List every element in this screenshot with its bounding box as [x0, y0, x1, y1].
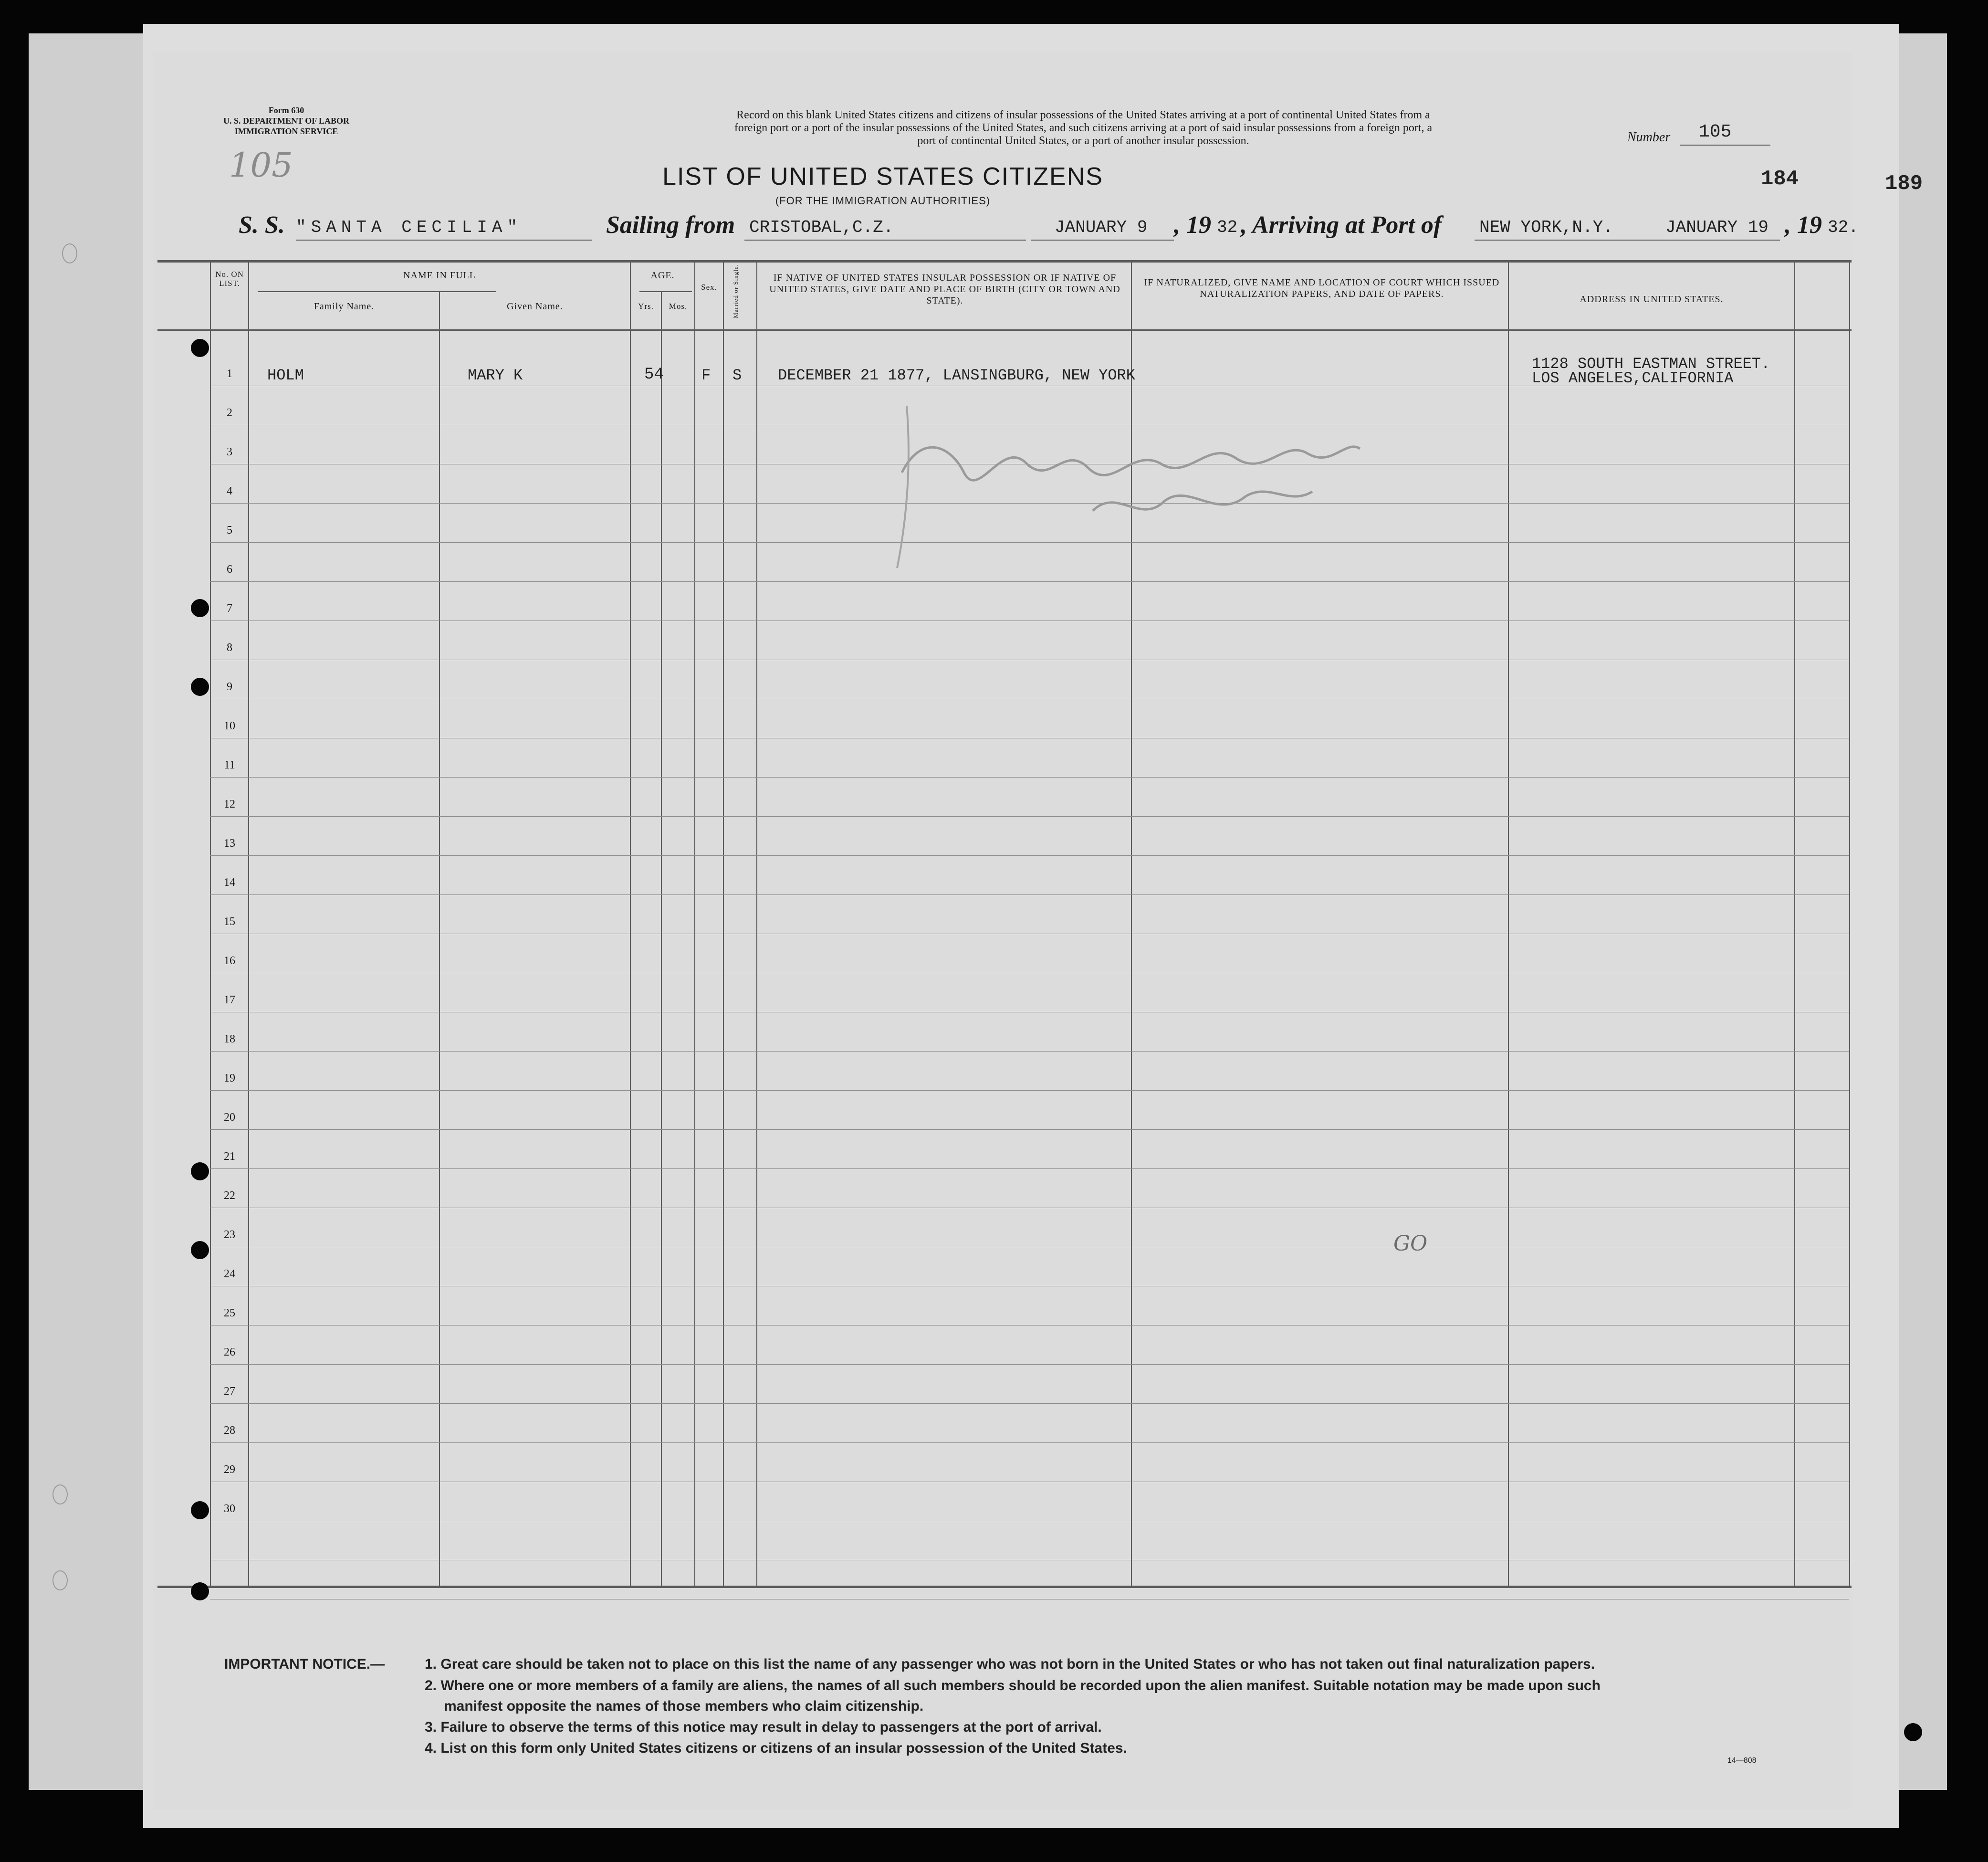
row-line	[210, 1168, 1849, 1169]
departure-underline	[744, 240, 1026, 241]
header-family: Family Name.	[314, 301, 375, 312]
year-suffix: 32.	[1828, 218, 1859, 237]
notice-item-3: 3. Failure to observe the terms of this notice may result in delay to passengers at the port of arrival.	[425, 1719, 1102, 1735]
marital-status: S	[732, 367, 742, 384]
col-line	[1794, 263, 1795, 1587]
form-code: 14—808	[1727, 1757, 1757, 1765]
row-number: 11	[224, 759, 235, 771]
header-married: Married or Single.	[732, 264, 739, 318]
sailing-label: Sailing from	[606, 211, 735, 239]
arrival-date: JANUARY 19	[1665, 218, 1769, 237]
age-group-divider	[639, 291, 692, 292]
header-naturalized: IF NATURALIZED, GIVE NAME AND LOCATION OF COURT WHICH ISSUED NATURALIZATION PAPERS, AND DATE OF PAPERS.	[1144, 277, 1500, 299]
arriving-label: , Arriving at Port of	[1241, 211, 1442, 239]
address-line-1: 1128 SOUTH EASTMAN STREET.	[1532, 355, 1770, 373]
ss-label: S. S.	[239, 211, 285, 239]
page-stamp: 184	[1761, 167, 1799, 191]
row-number: 6	[227, 563, 232, 576]
number-value: 105	[1699, 122, 1732, 142]
row-number: 21	[224, 1150, 235, 1163]
row-number: 20	[224, 1111, 235, 1124]
row-number: 27	[224, 1385, 235, 1398]
notice-item-2: 2. Where one or more members of a family are aliens, the names of all such members should be recorded upon the alien manifest. Suitable notation may be made upon such	[425, 1678, 1601, 1694]
header-sex: Sex.	[701, 283, 717, 292]
row-number: 22	[224, 1189, 235, 1202]
binding-hole	[1904, 1723, 1922, 1741]
binding-hole	[191, 339, 209, 357]
binding-hole	[191, 678, 209, 696]
notice-heading: IMPORTANT NOTICE.—	[224, 1656, 385, 1672]
instruction-line: Record on this blank United States citizens and citizens of insular possessions of the United States arriving at a port of continental United States from a	[736, 109, 1430, 121]
col-line	[630, 263, 631, 1587]
ship-name: "SANTA CECILIA"	[296, 218, 523, 237]
row-line	[210, 777, 1849, 778]
row-number: 8	[227, 642, 232, 654]
departure-date: JANUARY 9	[1055, 218, 1148, 237]
page-subtitle: (FOR THE IMMIGRATION AUTHORITIES)	[775, 195, 991, 207]
col-line	[723, 263, 724, 1587]
voyage-line	[239, 211, 1859, 249]
row-number: 9	[227, 681, 232, 693]
row-line	[210, 1403, 1849, 1404]
arrival-port: NEW YORK,N.Y.	[1479, 218, 1613, 237]
number-underline	[1680, 145, 1770, 146]
sex-value: F	[701, 367, 711, 384]
col-line	[439, 291, 440, 1587]
header-mos: Mos.	[669, 302, 688, 311]
row-number: 30	[224, 1503, 235, 1515]
col-line	[1849, 263, 1850, 1587]
header-given: Given Name.	[507, 301, 563, 312]
col-line	[694, 263, 695, 1587]
row-number: 24	[224, 1268, 235, 1280]
header-yrs: Yrs.	[638, 302, 654, 311]
notice-item-2-cont: manifest opposite the names of those members who claim citizenship.	[444, 1698, 924, 1714]
row-number: 16	[224, 955, 235, 967]
binding-hole	[191, 1162, 209, 1180]
row-number: 15	[224, 915, 235, 928]
row-number: 3	[227, 446, 232, 458]
instruction-line: port of continental United States, or a port of another insular possession.	[917, 135, 1249, 147]
family-name: HOLM	[267, 367, 304, 384]
age-years: 54	[644, 366, 664, 384]
year-prefix: , 19	[1174, 211, 1211, 239]
col-line	[756, 263, 757, 1587]
binding-hole	[191, 1501, 209, 1519]
name-group-divider	[258, 291, 496, 292]
row-line	[210, 581, 1849, 582]
binding-hole	[191, 599, 209, 617]
col-line	[210, 263, 211, 1587]
row-number: 7	[227, 602, 232, 615]
row-line	[210, 1364, 1849, 1365]
row-number: 2	[227, 407, 232, 419]
header-bottom-border	[157, 329, 1852, 331]
row-number: 26	[224, 1346, 235, 1358]
row-number: 23	[224, 1229, 235, 1241]
ship-underline	[296, 240, 592, 241]
pencil-annotation	[892, 368, 1417, 578]
row-number: 18	[224, 1033, 235, 1045]
departure-port: CRISTOBAL,C.Z.	[749, 218, 894, 237]
row-number: 12	[224, 798, 235, 810]
address-line-2: LOS ANGELES,CALIFORNIA	[1532, 369, 1734, 387]
binding-hole	[191, 1241, 209, 1259]
row-number: 1	[227, 368, 232, 380]
row-line	[210, 1051, 1849, 1052]
instruction-line: foreign port or a port of the insular possessions of the United States, and such citizens arriving at a port of said insular possessions from a foreign port, a	[734, 122, 1433, 134]
row-number: 25	[224, 1307, 235, 1319]
punch-hole-outline	[52, 1570, 68, 1590]
header-age-group: AGE.	[650, 270, 675, 281]
punch-hole-outline	[62, 243, 77, 263]
row-line	[210, 816, 1849, 817]
row-line	[210, 1442, 1849, 1443]
form-number: Form 630	[268, 105, 304, 115]
arrival-underline	[1475, 240, 1780, 241]
number-label: Number	[1627, 130, 1671, 145]
row-line	[210, 894, 1849, 895]
form-header	[215, 105, 358, 137]
page-title: LIST OF UNITED STATES CITIZENS	[662, 163, 1103, 190]
header-no: No. ON LIST.	[215, 270, 244, 288]
punch-hole-outline	[52, 1484, 68, 1504]
header-address: ADDRESS IN UNITED STATES.	[1580, 294, 1724, 305]
year-prefix: , 19	[1785, 211, 1822, 239]
row-number: 13	[224, 837, 235, 850]
row-line	[210, 855, 1849, 856]
row-number: 28	[224, 1424, 235, 1437]
row-line	[210, 1129, 1849, 1130]
row-number: 4	[227, 485, 232, 497]
header-name-group: NAME IN FULL	[403, 270, 476, 281]
row-number: 19	[224, 1072, 235, 1084]
given-name: MARY K	[468, 367, 523, 384]
edge-page-number: 189	[1885, 172, 1923, 196]
notice-item-4: 4. List on this form only United States citizens or citizens of an insular possession of the United States.	[425, 1740, 1127, 1756]
row-number: 17	[224, 994, 235, 1006]
stamp-mark: GO	[1393, 1231, 1428, 1256]
row-number: 10	[224, 720, 235, 732]
header-native: IF NATIVE OF UNITED STATES INSULAR POSSESSION OR IF NATIVE OF UNITED STATES, GIVE DATE AND PLACE OF BIRTH (CITY OR TOWN AND STATE).	[769, 273, 1120, 306]
departure-date-underline	[1031, 240, 1174, 241]
row-number: 14	[224, 876, 235, 889]
table-bottom-border	[157, 1586, 1852, 1588]
binding-hole	[191, 1582, 209, 1600]
col-line	[248, 263, 249, 1587]
col-line	[661, 291, 662, 1587]
col-line	[1508, 263, 1509, 1587]
service: IMMIGRATION SERVICE	[234, 126, 338, 136]
instructions	[439, 109, 1727, 147]
department: U. S. DEPARTMENT OF LABOR	[223, 116, 350, 126]
row-number: 29	[224, 1463, 235, 1476]
row-number: 5	[227, 524, 232, 537]
birth-date-place: DECEMBER 21 1877, LANSINGBURG, NEW YORK	[778, 367, 1135, 384]
row-line	[210, 1090, 1849, 1091]
pencil-number: 105	[229, 146, 293, 185]
notice-item-1: 1. Great care should be taken not to place on this list the name of any passenger who was not born in the United States or who has not taken out final naturalization papers.	[425, 1656, 1595, 1672]
table-top-border	[157, 260, 1852, 263]
year-suffix: 32	[1217, 218, 1238, 237]
manifest-page	[153, 53, 1923, 1809]
